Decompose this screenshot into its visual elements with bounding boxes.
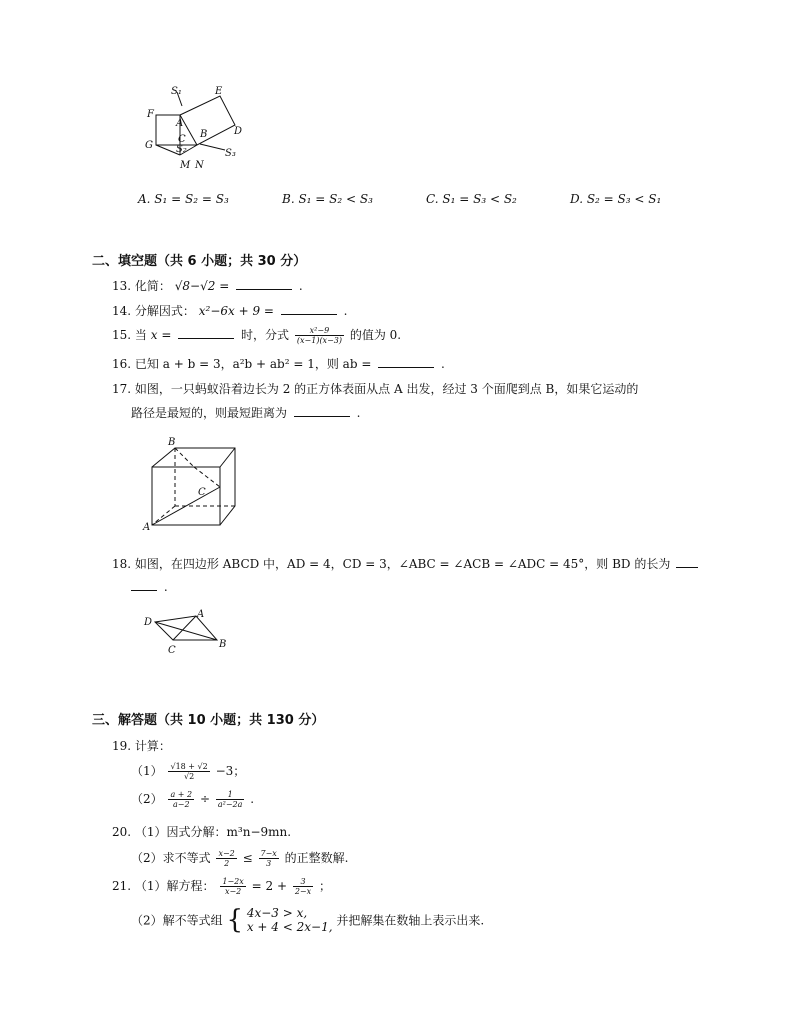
section-2-title: 二、填空题（共 6 小题；共 30 分） (92, 254, 307, 269)
q12-label-m: M (180, 160, 191, 171)
q12-label-n: N (195, 160, 204, 171)
q18-answer-blank-2[interactable] (131, 578, 157, 591)
q12-option-c[interactable]: C. S₁ = S₃ < S₂ (426, 192, 517, 206)
q21-tail-2: 并把解集在数轴上表示出来. (336, 913, 485, 928)
q20-fraction-2 (259, 849, 279, 868)
q19-part-2 (131, 790, 254, 809)
q15-post: 的值为 0. (349, 328, 402, 342)
q19-part-2-b-denominator: a²−2a (217, 800, 243, 809)
q14 (112, 302, 347, 319)
q18-line1: 如图，在四边形 ABCD 中，AD = 4，CD = 3，∠ABC = ∠ACB = ∠ADC = 45°，则 BD 的长为 (134, 557, 671, 571)
q12-label-s2: S₂ (176, 144, 187, 155)
q18-label-a: A (197, 609, 205, 620)
q21-system (247, 906, 333, 934)
q15-pre: 当 (134, 328, 151, 342)
q18-number: 18. (112, 557, 132, 571)
q13-text: 化简： (134, 279, 171, 293)
q21-equals: = 2 + (251, 879, 287, 893)
q21-fraction-1-numerator: 1−2x (222, 877, 244, 886)
q20-operator: ≤ (242, 851, 253, 865)
q17-line-1 (112, 380, 638, 397)
q19-part-1-fraction (168, 762, 209, 781)
q20-part-1-text: （1）因式分解：m³n−9mn. (134, 825, 292, 839)
q17-label-a: A (143, 522, 151, 533)
q13-number: 13. (112, 279, 132, 293)
q20-fraction-2-numerator: 7−x (260, 849, 277, 858)
q16-answer-blank[interactable] (378, 355, 434, 368)
q18-label-c: C (168, 645, 176, 656)
q18-label-b: B (219, 639, 227, 650)
q12-label-c: C (178, 134, 186, 145)
q19-part-2-label: （2） (131, 792, 163, 806)
q14-text: 分解因式： (134, 304, 195, 318)
q21-fraction-1 (220, 877, 245, 896)
q12-label-s3: S₃ (225, 148, 236, 159)
q21-part-1-text: （1）解方程： (134, 879, 215, 893)
q18-quadrilateral-figure (140, 606, 240, 658)
q19-part-2-a-numerator: a + 2 (170, 790, 193, 799)
q20-part-1 (112, 823, 291, 840)
q21-fraction-2-numerator: 3 (293, 877, 313, 887)
q19-part-1-tail: −3； (215, 764, 246, 778)
q13-end: . (298, 279, 303, 293)
q19-part-2-b-numerator: 1 (216, 790, 245, 800)
q19-part-1-numerator: √18 + √2 (170, 762, 208, 771)
q20-fraction-1-numerator: x−2 (218, 849, 235, 858)
q12-label-s1: S₁ (171, 86, 182, 97)
q12-option-d[interactable]: D. S₂ = S₃ < S₁ (570, 192, 662, 206)
q18-end: . (163, 580, 168, 594)
q19-part-2-fraction-a (168, 790, 194, 809)
q12-label-e: E (215, 86, 223, 97)
q15-fraction-denominator: (x−1)(x−3) (296, 336, 342, 345)
q13 (112, 277, 303, 294)
q17-answer-blank[interactable] (294, 404, 350, 417)
q16-text: 已知 a + b = 3，a²b + ab² = 1，则 ab = (134, 357, 372, 371)
q19-part-2-operator: ÷ (199, 792, 211, 806)
q21-number: 21. (112, 879, 132, 893)
q12-label-d: D (234, 126, 243, 137)
q19-text: 计算： (134, 739, 171, 753)
q12-option-b[interactable]: B. S₁ = S₂ < S₃ (282, 192, 373, 206)
q15-answer-blank[interactable] (178, 326, 234, 339)
q20-fraction-1-denominator: 2 (224, 859, 230, 868)
q12-label-a: A (176, 118, 184, 129)
q15-fraction-numerator: x²−9 (295, 326, 344, 336)
q20-number: 20. (112, 825, 132, 839)
q21-system-brace: { (226, 905, 244, 935)
q12-label-f: F (147, 109, 154, 120)
q21-tail-1: ； (318, 879, 331, 893)
q18-label-d: D (144, 617, 153, 628)
q19-part-1 (131, 762, 245, 781)
q20-fraction-1 (216, 849, 236, 868)
q17-cube-figure (142, 435, 247, 533)
q14-answer-blank[interactable] (281, 302, 337, 315)
q15-mid: 时，分式 (241, 328, 290, 342)
q18-line-1 (112, 555, 701, 572)
q17-label-c: C (198, 487, 206, 498)
q19-part-1-denominator: √2 (184, 772, 195, 781)
q21-system-line-2: x + 4 < 2x−1, (246, 920, 333, 934)
q19-part-2-tail: . (250, 792, 255, 806)
q21-part-2 (131, 906, 484, 934)
q21-fraction-2-denominator: 2−x (294, 887, 312, 896)
q20-part-2-text: （2）求不等式 (131, 851, 211, 865)
q19-part-2-a-denominator: a−2 (173, 800, 190, 809)
section-3-title: 三、解答题（共 10 小题；共 130 分） (92, 713, 325, 728)
q20-tail: 的正整数解. (284, 851, 349, 865)
q17-line2: 路径是最短的，则最短距离为 (131, 406, 288, 420)
q13-answer-blank[interactable] (236, 277, 292, 290)
q20-part-2 (131, 849, 348, 868)
q14-expr: x²−6x + 9 = (198, 304, 274, 318)
q21-fraction-2 (293, 877, 313, 896)
q19-part-1-label: （1） (131, 764, 163, 778)
q21-fraction-1-denominator: x−2 (224, 887, 242, 896)
q19 (112, 737, 171, 754)
q21-part-2-text: （2）解不等式组 (131, 913, 223, 928)
q12-label-g: G (145, 140, 153, 151)
q20-fraction-2-denominator: 3 (266, 859, 272, 868)
q16 (112, 355, 445, 372)
q18-line-2 (131, 578, 168, 594)
q17-line-2 (131, 404, 361, 421)
q17-number: 17. (112, 382, 132, 396)
q15-fraction (295, 326, 344, 345)
q17-label-b: B (168, 437, 176, 448)
q17-end: . (356, 406, 361, 420)
q17-line1: 如图，一只蚂蚁沿着边长为 2 的正方体表面从点 A 出发，经过 3 个面爬到点 B，如果它运动的 (134, 382, 639, 396)
q21-system-line-1: 4x−3 > x, (246, 906, 308, 920)
q15 (112, 326, 401, 345)
q18-answer-blank-1[interactable] (676, 555, 698, 568)
q12-label-b: B (200, 129, 208, 140)
q16-end: . (441, 357, 445, 371)
q14-end: . (343, 304, 348, 318)
q15-var: x = (150, 328, 172, 342)
q13-expr: √8−√2 = (174, 279, 230, 293)
q16-number: 16. (112, 357, 132, 371)
q21-part-1 (112, 877, 331, 896)
q12-option-a[interactable]: A. S₁ = S₂ = S₃ (138, 192, 229, 206)
q12-figure (140, 84, 250, 174)
q19-number: 19. (112, 739, 132, 753)
q14-number: 14. (112, 304, 132, 318)
q19-part-2-fraction-b (216, 790, 245, 809)
q15-number: 15. (112, 328, 132, 342)
